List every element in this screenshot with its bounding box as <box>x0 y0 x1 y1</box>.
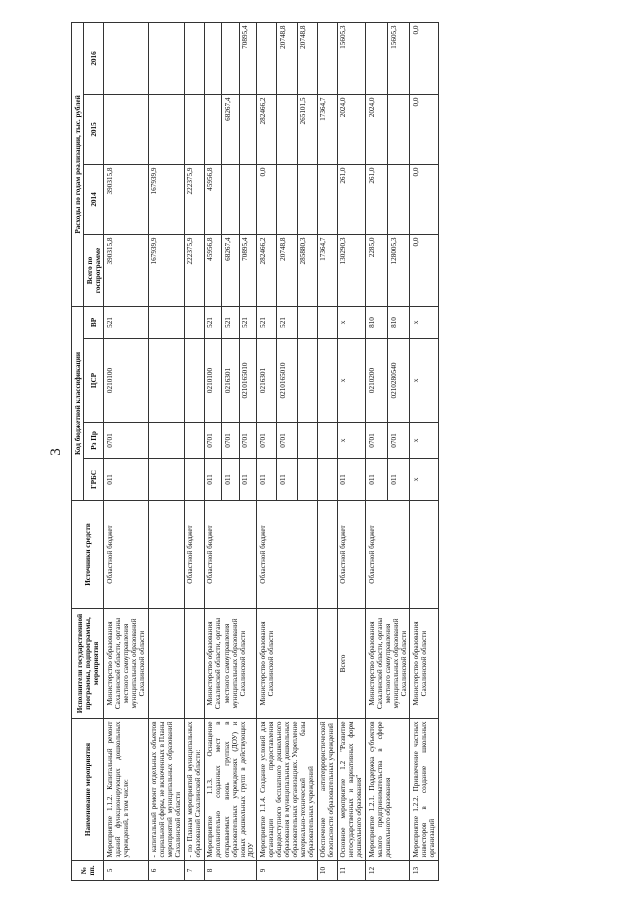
row-csr: 0210100 <box>204 339 221 423</box>
row-executor <box>184 609 204 719</box>
table-row <box>410 22 438 880</box>
row-2014: 167939,9 <box>148 164 184 234</box>
row-total: 0,0 <box>410 234 438 306</box>
row-num: 5 <box>104 861 148 881</box>
row-vr: 521 <box>277 306 297 338</box>
row-2015: 265101,5 <box>297 94 317 164</box>
row-rzpr: 0701 <box>204 423 221 459</box>
header-csr: ЦСР <box>84 339 104 423</box>
row-rzpr: 0701 <box>277 423 297 459</box>
row-executor: Министерство образования Сахалинской области, органы местного самоуправления муниципальных образований Сахалинской области <box>366 609 410 719</box>
row-total: 130290,3 <box>337 234 365 306</box>
row-csr <box>148 339 184 423</box>
row-2016: 70895,4 <box>239 22 256 94</box>
row-num: 10 <box>317 861 337 881</box>
table-row <box>337 22 365 880</box>
row-source <box>317 501 337 609</box>
row-grbs: 011 <box>337 459 365 501</box>
row-rzpr <box>184 423 204 459</box>
row-executor: Министерство образования Сахалинской области <box>257 609 317 719</box>
row-csr: 0210100 <box>104 339 148 423</box>
row-vr: 521 <box>204 306 221 338</box>
table-row <box>257 22 277 880</box>
row-rzpr: х <box>410 423 438 459</box>
row-grbs <box>148 459 184 501</box>
row-2016 <box>104 22 148 94</box>
header-expenses: Расходы по годам реализации, тыс. рублей <box>72 22 84 306</box>
row-vr: 521 <box>239 306 256 338</box>
row-2016 <box>184 22 204 94</box>
row-grbs: 011 <box>239 459 256 501</box>
table-row <box>317 22 337 880</box>
row-csr: 0216301 <box>222 339 239 423</box>
header-2016: 2016 <box>84 22 104 94</box>
row-2016 <box>148 22 184 94</box>
row-source: Областной бюджет <box>366 501 410 609</box>
row-2015: 0,0 <box>410 94 438 164</box>
row-2015 <box>184 94 204 164</box>
row-csr: х <box>410 339 438 423</box>
table-row <box>204 22 221 880</box>
row-2016 <box>222 22 239 94</box>
row-2014: 390315,8 <box>104 164 148 234</box>
row-total: 390315,8 <box>104 234 148 306</box>
row-source: Областной бюджет <box>257 501 317 609</box>
row-rzpr: 0701 <box>257 423 277 459</box>
row-vr <box>317 306 337 338</box>
row-source <box>148 501 184 609</box>
row-num: 9 <box>257 861 317 881</box>
header-source: Источники средств <box>72 501 104 609</box>
row-total: 285880,3 <box>297 234 317 306</box>
row-num: 6 <box>148 861 184 881</box>
row-grbs <box>317 459 337 501</box>
row-total: 222375,9 <box>184 234 204 306</box>
row-grbs: 011 <box>104 459 148 501</box>
row-2016 <box>204 22 221 94</box>
header-grbs: ГРБС <box>84 459 104 501</box>
row-csr <box>184 339 204 423</box>
header-rzpr: Рз Пр <box>84 423 104 459</box>
row-2014 <box>317 164 337 234</box>
row-name: Мероприятие 1.2.1. Поддержка субъектов малого предпринимательства в сфере дошкольного образования <box>366 719 410 861</box>
row-csr: 0210200 <box>366 339 388 423</box>
budget-table <box>71 22 439 881</box>
row-total: 167939,9 <box>148 234 184 306</box>
row-name: Мероприятие 1.1.3. Оснащение дополнительно созданных мест в открываемых вновь группах в образовательных учреждениях (ДОУ) и новых дошкольных групп в действующих ДОУ <box>204 719 256 861</box>
row-rzpr: 0701 <box>366 423 388 459</box>
row-2015: 2024,0 <box>366 94 388 164</box>
row-executor: Всего <box>337 609 365 719</box>
row-vr: х <box>337 306 365 338</box>
row-name: - капитальный ремонт отдельных объектов социальной сферы, не включенных в Планы мероприятий муниципальных образований Сахалинской области <box>148 719 184 861</box>
row-grbs: 011 <box>204 459 221 501</box>
row-csr: 0216301 <box>257 339 277 423</box>
table-row <box>148 22 184 880</box>
row-executor <box>317 609 337 719</box>
row-csr: 0210165010 <box>239 339 256 423</box>
row-total: 20748,8 <box>277 234 297 306</box>
row-2015 <box>277 94 297 164</box>
row-vr: х <box>410 306 438 338</box>
row-name: Мероприятие 1.1.4. Создание условий для организации предоставления общедоступного бесплатного дошкольного образования в муниципальных дошкольных образовательных организациях. Укрепление материально-технической базы образовательных учреждений <box>257 719 317 861</box>
header-vr: ВР <box>84 306 104 338</box>
row-num: 11 <box>337 861 365 881</box>
row-rzpr: х <box>337 423 365 459</box>
row-vr: 521 <box>104 306 148 338</box>
row-2016 <box>257 22 277 94</box>
row-2015 <box>388 94 410 164</box>
header-num: № пп. <box>72 861 104 881</box>
row-2014: 261,0 <box>366 164 388 234</box>
row-2015 <box>239 94 256 164</box>
row-2016 <box>366 22 388 94</box>
row-2014 <box>222 164 239 234</box>
row-2016 <box>317 22 337 94</box>
row-2014 <box>297 164 317 234</box>
row-2015 <box>204 94 221 164</box>
row-vr <box>297 306 317 338</box>
table-row <box>104 22 148 880</box>
row-2014: 0,0 <box>257 164 277 234</box>
row-2016: 20748,8 <box>297 22 317 94</box>
row-grbs <box>184 459 204 501</box>
row-grbs: х <box>410 459 438 501</box>
rotated-page <box>45 17 595 887</box>
row-source <box>410 501 438 609</box>
header-name: Наименование мероприятия <box>72 719 104 861</box>
row-2014 <box>239 164 256 234</box>
row-2014: 222375,9 <box>184 164 204 234</box>
header-2015: 2015 <box>84 94 104 164</box>
row-name: Мероприятие 1.1.2. Капитальный ремонт зданий функционирующих дошкольных учреждений, в том числе: <box>104 719 148 861</box>
row-rzpr <box>148 423 184 459</box>
row-csr: 0210280540 <box>388 339 410 423</box>
row-num: 13 <box>410 861 438 881</box>
row-2014 <box>277 164 297 234</box>
row-grbs: 011 <box>277 459 297 501</box>
row-name: Мероприятие 1.2.2. Привлечение частных инвесторов в создание школьных организаций <box>410 719 438 861</box>
header-total: Всего по госпрограмме <box>84 234 104 306</box>
row-2016: 20748,8 <box>277 22 297 94</box>
header-row-1 <box>72 22 84 880</box>
row-vr: 521 <box>257 306 277 338</box>
row-2015: 17364,7 <box>317 94 337 164</box>
row-2015 <box>104 94 148 164</box>
row-csr: х <box>337 339 365 423</box>
row-rzpr <box>317 423 337 459</box>
page-number: 3 <box>48 448 64 456</box>
row-csr <box>297 339 317 423</box>
row-2014: 261,0 <box>337 164 365 234</box>
row-total: 128005,3 <box>388 234 410 306</box>
row-num: 8 <box>204 861 256 881</box>
row-source: Областной бюджет <box>104 501 148 609</box>
row-executor: Министерство образования Сахалинской области, органы местного самоуправления муниципальных образований Сахалинской области <box>204 609 256 719</box>
row-2014: 45956,8 <box>204 164 221 234</box>
row-vr <box>184 306 204 338</box>
header-executor: Исполнители государственной программы, подпрограммы, мероприятия <box>72 609 104 719</box>
row-2016: 15605,3 <box>337 22 365 94</box>
row-grbs: 011 <box>222 459 239 501</box>
row-executor: Министерство образования Сахалинской области <box>410 609 438 719</box>
row-2015: 2024,0 <box>337 94 365 164</box>
row-rzpr <box>297 423 317 459</box>
row-vr <box>148 306 184 338</box>
row-num: 7 <box>184 861 204 881</box>
table-row <box>184 22 204 880</box>
row-total: 282466,2 <box>257 234 277 306</box>
row-source: Областной бюджет <box>204 501 256 609</box>
row-source: Областной бюджет <box>337 501 365 609</box>
row-total: 2285,0 <box>366 234 388 306</box>
row-name: - по Планам мероприятий муниципальных образований Сахалинской области: <box>184 719 204 861</box>
row-rzpr: 0701 <box>239 423 256 459</box>
row-total: 45956,8 <box>204 234 221 306</box>
header-budget-code: Код бюджетной классификации <box>72 306 84 500</box>
row-source: Областной бюджет <box>184 501 204 609</box>
row-grbs: 011 <box>257 459 277 501</box>
row-executor: Министерство образования Сахалинской области, органы местного самоуправления муниципальных образований Сахалинской области <box>104 609 148 719</box>
row-num: 12 <box>366 861 410 881</box>
row-2014: 0,0 <box>410 164 438 234</box>
row-vr: 810 <box>388 306 410 338</box>
row-vr: 521 <box>222 306 239 338</box>
row-2015: 282466,2 <box>257 94 277 164</box>
row-grbs: 011 <box>366 459 388 501</box>
row-2016: 15605,3 <box>388 22 410 94</box>
row-rzpr: 0701 <box>104 423 148 459</box>
row-grbs <box>297 459 317 501</box>
row-total: 17364,7 <box>317 234 337 306</box>
row-2014 <box>388 164 410 234</box>
row-2015 <box>148 94 184 164</box>
row-rzpr: 0701 <box>222 423 239 459</box>
row-total: 68267,4 <box>222 234 239 306</box>
row-total: 70895,4 <box>239 234 256 306</box>
header-2014: 2014 <box>84 164 104 234</box>
row-2016: 0,0 <box>410 22 438 94</box>
row-grbs: 011 <box>388 459 410 501</box>
row-rzpr: 0701 <box>388 423 410 459</box>
row-name: Обеспечение антитеррористической безопасности образовательных учреждений <box>317 719 337 861</box>
row-csr <box>317 339 337 423</box>
row-name: Основное мероприятие 1.2 "Развитие негосударственных и вариативных форм дошкольного образования" <box>337 719 365 861</box>
row-executor <box>148 609 184 719</box>
table-row <box>366 22 388 880</box>
row-2015: 68267,4 <box>222 94 239 164</box>
row-csr: 0210165010 <box>277 339 297 423</box>
row-vr: 810 <box>366 306 388 338</box>
